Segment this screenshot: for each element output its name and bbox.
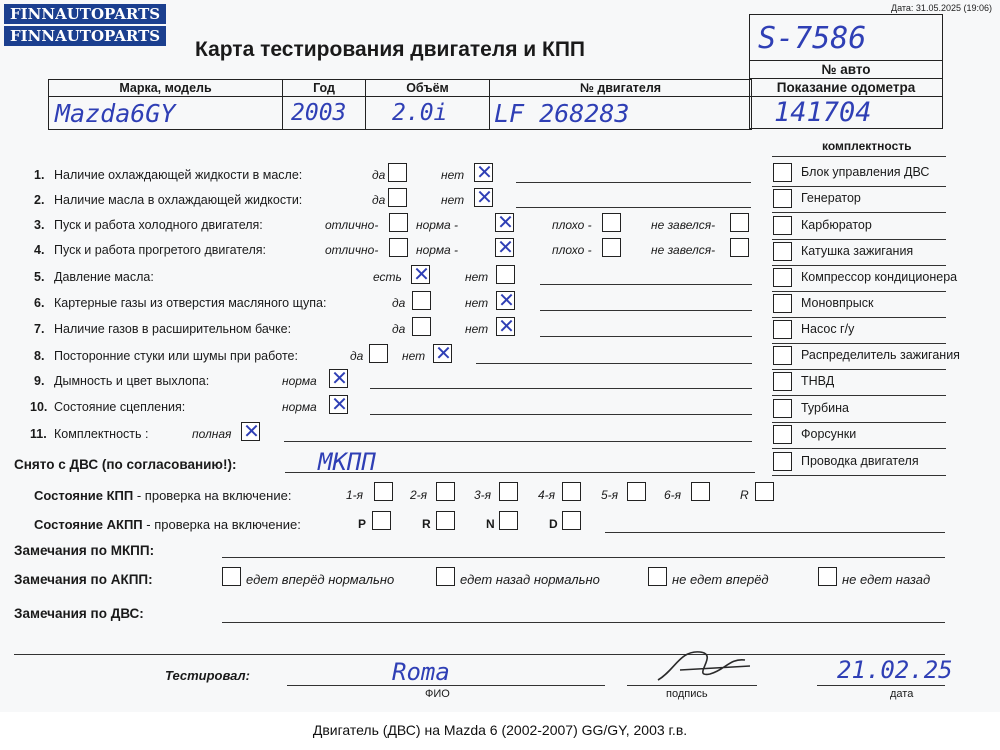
kit-title: комплектность [822, 139, 912, 153]
kit-item-label: Карбюратор [801, 218, 872, 232]
col-year: Год [283, 80, 366, 97]
value-engine-number: LF 268283 [490, 97, 752, 130]
value-year: 2003 [283, 97, 366, 130]
remarks-mkpp-label: Замечания по МКПП: [14, 543, 155, 558]
check-option-checkbox[interactable] [388, 188, 407, 207]
check-label: Комплектность : [54, 427, 149, 441]
check-comment-line [284, 441, 752, 442]
check-option-label: нет [441, 193, 465, 207]
check-option-checkbox[interactable] [474, 160, 493, 184]
check-option-checkbox[interactable] [730, 238, 749, 257]
auto-number-value: S-7586 [758, 21, 867, 56]
kpp-gear-label: 5-я [601, 488, 619, 502]
check-label: Дымность и цвет выхлопа: [54, 374, 210, 388]
signature-image [650, 640, 760, 690]
akpp-gear-checkbox[interactable] [499, 511, 518, 530]
kit-item-line [772, 369, 946, 370]
check-option-label: отлично- [325, 218, 379, 232]
akpp-remark-label: не едет назад [842, 572, 931, 587]
check-label: Картерные газы из отверстия масляного щупа: [54, 296, 327, 310]
check-option-checkbox[interactable] [474, 185, 493, 209]
check-number: 8. [34, 349, 45, 363]
check-option-checkbox[interactable] [412, 291, 431, 310]
check-number: 9. [34, 374, 45, 388]
kit-item-line [772, 239, 946, 240]
check-label: Посторонние стуки или шумы при работе: [54, 349, 298, 363]
check-mark-icon: ✕ [331, 392, 348, 416]
fio-caption: ФИО [425, 688, 450, 700]
check-comment-line [540, 336, 752, 337]
check-mark-icon: ✕ [331, 366, 348, 390]
check-option-label: да [372, 193, 386, 207]
removed-label: Снято с ДВС (по согласованию!): [14, 457, 237, 472]
check-comment-line [370, 388, 752, 389]
check-option-checkbox[interactable] [496, 265, 515, 284]
watermark-logo: FINNAUTOPARTS [4, 4, 166, 24]
check-label: Состояние сцепления: [54, 400, 186, 414]
signoff-date: 21.02.25 [837, 656, 953, 684]
check-mark-icon: ✕ [435, 341, 452, 365]
kit-checkbox[interactable] [773, 216, 792, 235]
check-option-label: полная [192, 427, 232, 441]
tested-by-label: Тестировал: [165, 668, 250, 683]
check-option-checkbox[interactable] [433, 341, 452, 365]
kpp-gear-checkbox[interactable] [436, 482, 455, 501]
kpp-gear-checkbox[interactable] [691, 482, 710, 501]
check-option-label: нет [402, 349, 426, 363]
check-mark-icon: ✕ [476, 185, 493, 209]
akpp-remark-label: не едет вперёд [672, 572, 769, 587]
auto-number-label: № авто [821, 62, 871, 77]
kit-item-line [772, 422, 946, 423]
kit-item-label: Моновпрыск [801, 296, 874, 310]
check-number: 4. [34, 243, 45, 257]
check-number: 11. [30, 427, 47, 441]
check-comment-line [540, 310, 752, 311]
kit-checkbox[interactable] [773, 294, 792, 313]
check-option-label: плохо - [552, 218, 592, 232]
check-option-checkbox[interactable] [389, 238, 408, 257]
kpp-gear-checkbox[interactable] [627, 482, 646, 501]
kit-checkbox[interactable] [773, 320, 792, 339]
kit-item-label: Блок управления ДВС [801, 165, 930, 179]
akpp-gear-checkbox[interactable] [562, 511, 581, 530]
kpp-gear-label: R [740, 488, 749, 502]
kit-checkbox[interactable] [773, 268, 792, 287]
check-label: Пуск и работа холодного двигателя: [54, 218, 263, 232]
akpp-remark-label: едет назад нормально [460, 572, 600, 587]
check-option-checkbox[interactable] [388, 163, 407, 182]
check-option-checkbox[interactable] [412, 317, 431, 336]
akpp-gear-label: R [422, 517, 431, 531]
akpp-gear-checkbox[interactable] [372, 511, 391, 530]
col-volume: Объём [366, 80, 490, 97]
check-label: Давление масла: [54, 270, 154, 284]
akpp-gear-label: N [486, 517, 495, 531]
kit-item-line [772, 265, 946, 266]
kpp-gear-label: 2-я [410, 488, 428, 502]
kit-item-label: ТНВД [801, 374, 835, 388]
remarks-dvs-label: Замечания по ДВС: [14, 606, 144, 621]
check-option-checkbox[interactable] [495, 210, 514, 234]
check-option-checkbox[interactable] [496, 288, 515, 312]
col-make-model: Марка, модель [49, 80, 283, 97]
check-option-label: норма [282, 374, 317, 388]
check-number: 6. [34, 296, 45, 310]
check-comment-line [476, 363, 752, 364]
date-caption: дата [890, 688, 914, 700]
check-option-checkbox[interactable] [329, 366, 348, 390]
check-option-checkbox[interactable] [329, 392, 348, 416]
kit-item-label: Форсунки [801, 427, 857, 441]
tester-name: Roma [392, 658, 450, 686]
akpp-remark-checkbox[interactable] [436, 567, 455, 586]
akpp-remark-checkbox[interactable] [222, 567, 241, 586]
kit-item-label: Катушка зажигания [801, 244, 914, 258]
akpp-remark-label: едет вперёд нормально [246, 572, 395, 587]
kpp-gear-checkbox[interactable] [374, 482, 393, 501]
kit-item-label: Распределитель зажигания [801, 348, 960, 362]
kit-item-label: Насос г/у [801, 322, 855, 336]
kpp-label: Состояние КПП - проверка на включение: [34, 488, 292, 503]
kpp-gear-label: 4-я [538, 488, 556, 502]
check-option-checkbox[interactable] [602, 238, 621, 257]
check-option-checkbox[interactable] [241, 419, 260, 443]
vehicle-header-table [48, 79, 752, 130]
kpp-gear-checkbox[interactable] [562, 482, 581, 501]
kit-checkbox[interactable] [773, 372, 792, 391]
check-option-label: нет [465, 322, 489, 336]
kpp-gear-checkbox[interactable] [755, 482, 774, 501]
kit-item-line [772, 317, 946, 318]
kit-item-label: Турбина [801, 401, 849, 415]
akpp-remark-checkbox[interactable] [818, 567, 837, 586]
kit-checkbox[interactable] [773, 399, 792, 418]
check-option-label: не завелся- [651, 218, 716, 232]
check-option-label: есть [373, 270, 402, 284]
akpp-gear-label: D [549, 517, 558, 531]
check-number: 7. [34, 322, 45, 336]
check-option-checkbox[interactable] [730, 213, 749, 232]
kpp-gear-label: 3-я [474, 488, 492, 502]
check-option-label: норма - [416, 218, 459, 232]
check-option-label: нет [465, 270, 489, 284]
check-option-label: да [372, 168, 386, 182]
akpp-label: Состояние АКПП - проверка на включение: [34, 517, 301, 532]
check-option-checkbox[interactable] [369, 344, 388, 363]
akpp-remark-checkbox[interactable] [648, 567, 667, 586]
odometer-label: Показание одометра [776, 80, 916, 95]
removed-value: МКПП [318, 448, 376, 476]
kit-item-line [772, 343, 946, 344]
check-option-label: отлично- [325, 243, 379, 257]
kit-item-line [772, 475, 946, 476]
check-mark-icon: ✕ [498, 314, 515, 338]
check-mark-icon: ✕ [497, 210, 514, 234]
remarks-akpp-label: Замечания по АКПП: [14, 572, 153, 587]
page-title: Карта тестирования двигателя и КПП [195, 38, 586, 61]
auto-number-box [749, 14, 943, 129]
check-option-checkbox[interactable] [496, 314, 515, 338]
check-mark-icon: ✕ [497, 235, 514, 259]
kit-item-line [772, 212, 946, 213]
odometer-value: 141704 [774, 97, 872, 128]
check-number: 10. [30, 400, 48, 414]
check-option-checkbox[interactable] [602, 213, 621, 232]
kit-checkbox[interactable] [773, 163, 792, 182]
kit-item-line [772, 186, 946, 187]
check-mark-icon: ✕ [413, 262, 430, 286]
check-mark-icon: ✕ [243, 419, 260, 443]
check-option-checkbox[interactable] [411, 262, 430, 286]
check-option-label: нет [441, 168, 465, 182]
kpp-gear-checkbox[interactable] [499, 482, 518, 501]
col-engine-number: № двигателя [490, 80, 752, 97]
check-option-label: норма - [416, 243, 459, 257]
kit-item-line [772, 291, 946, 292]
check-option-label: да [392, 322, 406, 336]
check-number: 3. [34, 218, 45, 232]
check-mark-icon: ✕ [498, 288, 515, 312]
kit-checkbox[interactable] [773, 452, 792, 471]
watermark-logo-2: FINNAUTOPARTS [4, 26, 166, 46]
check-label: Пуск и работа прогретого двигателя: [54, 243, 266, 257]
value-make-model: Mazda6GY [49, 97, 283, 130]
check-comment-line [370, 414, 752, 415]
akpp-gear-checkbox[interactable] [436, 511, 455, 530]
check-option-label: не завелся- [651, 243, 716, 257]
check-option-label: да [350, 349, 364, 363]
check-option-label: норма [282, 400, 317, 414]
check-label: Наличие масла в охлаждающей жидкости: [54, 193, 303, 207]
kit-item-line [772, 448, 946, 449]
kpp-gear-label: 1-я [346, 488, 364, 502]
kit-checkbox[interactable] [773, 425, 792, 444]
check-number: 2. [34, 193, 45, 207]
check-comment-line [540, 284, 752, 285]
check-option-label: нет [465, 296, 489, 310]
date-stamp: Дата: 31.05.2025 (19:06) [891, 3, 992, 13]
page-caption: Двигатель (ДВС) на Mazda 6 (2002-2007) GG/GY, 2003 г.в. [312, 722, 688, 738]
check-option-label: плохо - [552, 243, 592, 257]
check-number: 1. [34, 168, 45, 182]
check-option-checkbox[interactable] [389, 213, 408, 232]
kit-checkbox[interactable] [773, 242, 792, 261]
kit-item-label: Генератор [801, 191, 861, 205]
check-label: Наличие газов в расширительном бачке: [54, 322, 292, 336]
kit-item-label: Компрессор кондиционера [801, 270, 958, 284]
check-label: Наличие охлаждающей жидкости в масле: [54, 168, 303, 182]
value-volume: 2.0i [366, 97, 490, 130]
check-option-checkbox[interactable] [495, 235, 514, 259]
kpp-gear-label: 6-я [664, 488, 682, 502]
check-comment-line [516, 207, 751, 208]
kit-checkbox[interactable] [773, 189, 792, 208]
check-option-label: да [392, 296, 406, 310]
check-comment-line [516, 182, 751, 183]
signature-caption: подпись [666, 688, 708, 700]
check-mark-icon: ✕ [476, 160, 493, 184]
kit-checkbox[interactable] [773, 346, 792, 365]
kit-item-label: Проводка двигателя [801, 454, 919, 468]
check-number: 5. [34, 270, 45, 284]
akpp-gear-label: P [358, 517, 367, 531]
kit-item-line [772, 395, 946, 396]
